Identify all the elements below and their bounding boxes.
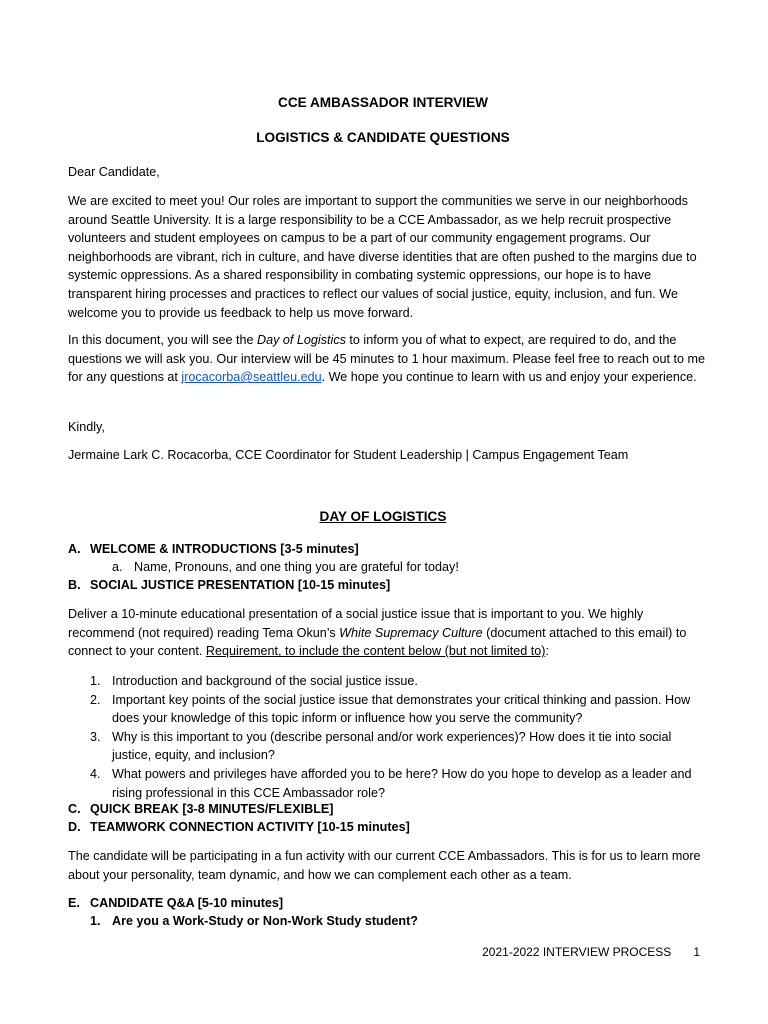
logistics-text-a: In this document, you will see the <box>68 333 258 347</box>
page-number: 1 <box>693 945 700 959</box>
page-footer <box>482 943 700 962</box>
qa-item-1 <box>90 912 708 931</box>
logistics-text-c: . We hope you continue to learn with us and enjoy your experience. <box>321 370 697 385</box>
list-item: 1. Introduction and background of the social justice issue. <box>90 674 418 688</box>
email-link[interactable]: jrocacorba@seattleu.edu <box>181 370 322 385</box>
presentation-paragraph <box>68 605 708 661</box>
logistics-text-italic: Day of Logistics <box>257 333 346 347</box>
presentation-text-c: : <box>545 644 549 659</box>
activity-paragraph: The candidate will be participating in a fun activity with our current CCE Ambassadors. This is for us to learn more about your personality, team dynamic, and how we can complement each other as a team. <box>68 849 701 882</box>
item-e-letter: E. <box>68 896 80 910</box>
signature: Jermaine Lark C. Rocacorba, CCE Coordinator for Student Leadership | Campus Engagement Team <box>68 448 629 462</box>
document-subtitle: LOGISTICS & CANDIDATE QUESTIONS <box>256 130 510 145</box>
item-b-label: SOCIAL JUSTICE PRESENTATION [10-15 minutes] <box>90 578 391 592</box>
list-item: 4. What powers and privileges have afforded you to be here? How do you hope to develop as a leader and rising professional in this CCE Ambassador role? <box>90 766 692 800</box>
item-a <box>68 540 708 559</box>
presentation-text-a: Deliver a 10-minute educational presentation of a social justice issue that is important to you. We highly recommend (not required) reading Tema Okun’s <box>68 607 644 640</box>
section-title: DAY OF LOGISTICS <box>319 509 447 524</box>
logistics-paragraph <box>68 331 708 387</box>
intro-paragraph: We are excited to meet you! Our roles are important to support the communities we serve in our neighborhoods around Seattle University. It is a large responsibility to be a CCE Ambassador, as we help recruit prospective volunteers and student employees on campus to be a part of our community engagement programs. Our neighborhoods are vibrant, rich in culture, and have diverse identities that are often pushed to the margins due to systemic oppressions. As a shared responsibility in combating systemic oppressions, our hope is to have transparent hiring processes and practices to reflect our values of social justice, equity, inclusion, and fun. We welcome you to provide us feedback to help us move forward. <box>68 194 697 320</box>
item-a-sub-letter: a. <box>112 560 123 574</box>
item-c-label: QUICK BREAK [3-8 MINUTES/FLEXIBLE] <box>90 802 334 816</box>
logistics-text-b: to inform you of what to expect, are required to do, and the questions we will ask you. Our interview will be 45 minutes to 1 hour maximum. Please feel free to reach out to me for any questions at <box>68 333 705 385</box>
qa-item-text: Are you a Work-Study or Non-Work Study student? <box>112 914 418 928</box>
document-title: CCE AMBASSADOR INTERVIEW <box>278 95 488 110</box>
requirement-text: Requirement, to include the content below (but not limited to) <box>205 644 546 659</box>
closing: Kindly, <box>68 420 105 434</box>
presentation-text-b: (document attached to this email) to connect to your content. <box>68 625 687 659</box>
item-b <box>68 576 708 595</box>
item-d <box>68 818 708 837</box>
item-d-letter: D. <box>68 820 81 834</box>
item-c-letter: C. <box>68 802 81 816</box>
item-b-letter: B. <box>68 578 81 592</box>
list-item: 2. Important key points of the social justice issue that demonstrates your critical thinking and passion. How does your knowledge of this topic inform or influence how you serve the community? <box>90 692 691 726</box>
item-a-sub-label: Name, Pronouns, and one thing you are grateful for today! <box>134 560 459 574</box>
item-a-label: WELCOME & INTRODUCTIONS [3-5 minutes] <box>90 542 359 556</box>
list-item: 3. Why is this important to you (describe personal and/or work experiences)? How does it tie into social justice, equity, and inclusion? <box>90 729 672 763</box>
item-d-label: TEAMWORK CONNECTION ACTIVITY [10-15 minutes] <box>90 820 410 834</box>
item-c <box>68 800 708 819</box>
presentation-text-italic: White Supremacy Culture <box>339 625 483 640</box>
item-a-subitem <box>112 558 708 577</box>
requirements-list <box>90 672 708 802</box>
footer-text: 2021-2022 INTERVIEW PROCESS <box>482 945 672 959</box>
greeting: Dear Candidate, <box>68 165 160 179</box>
qa-item-number: 1. <box>90 914 101 928</box>
item-a-letter: A. <box>68 542 81 556</box>
item-e-label: CANDIDATE Q&A [5-10 minutes] <box>90 896 284 910</box>
item-e <box>68 894 708 913</box>
